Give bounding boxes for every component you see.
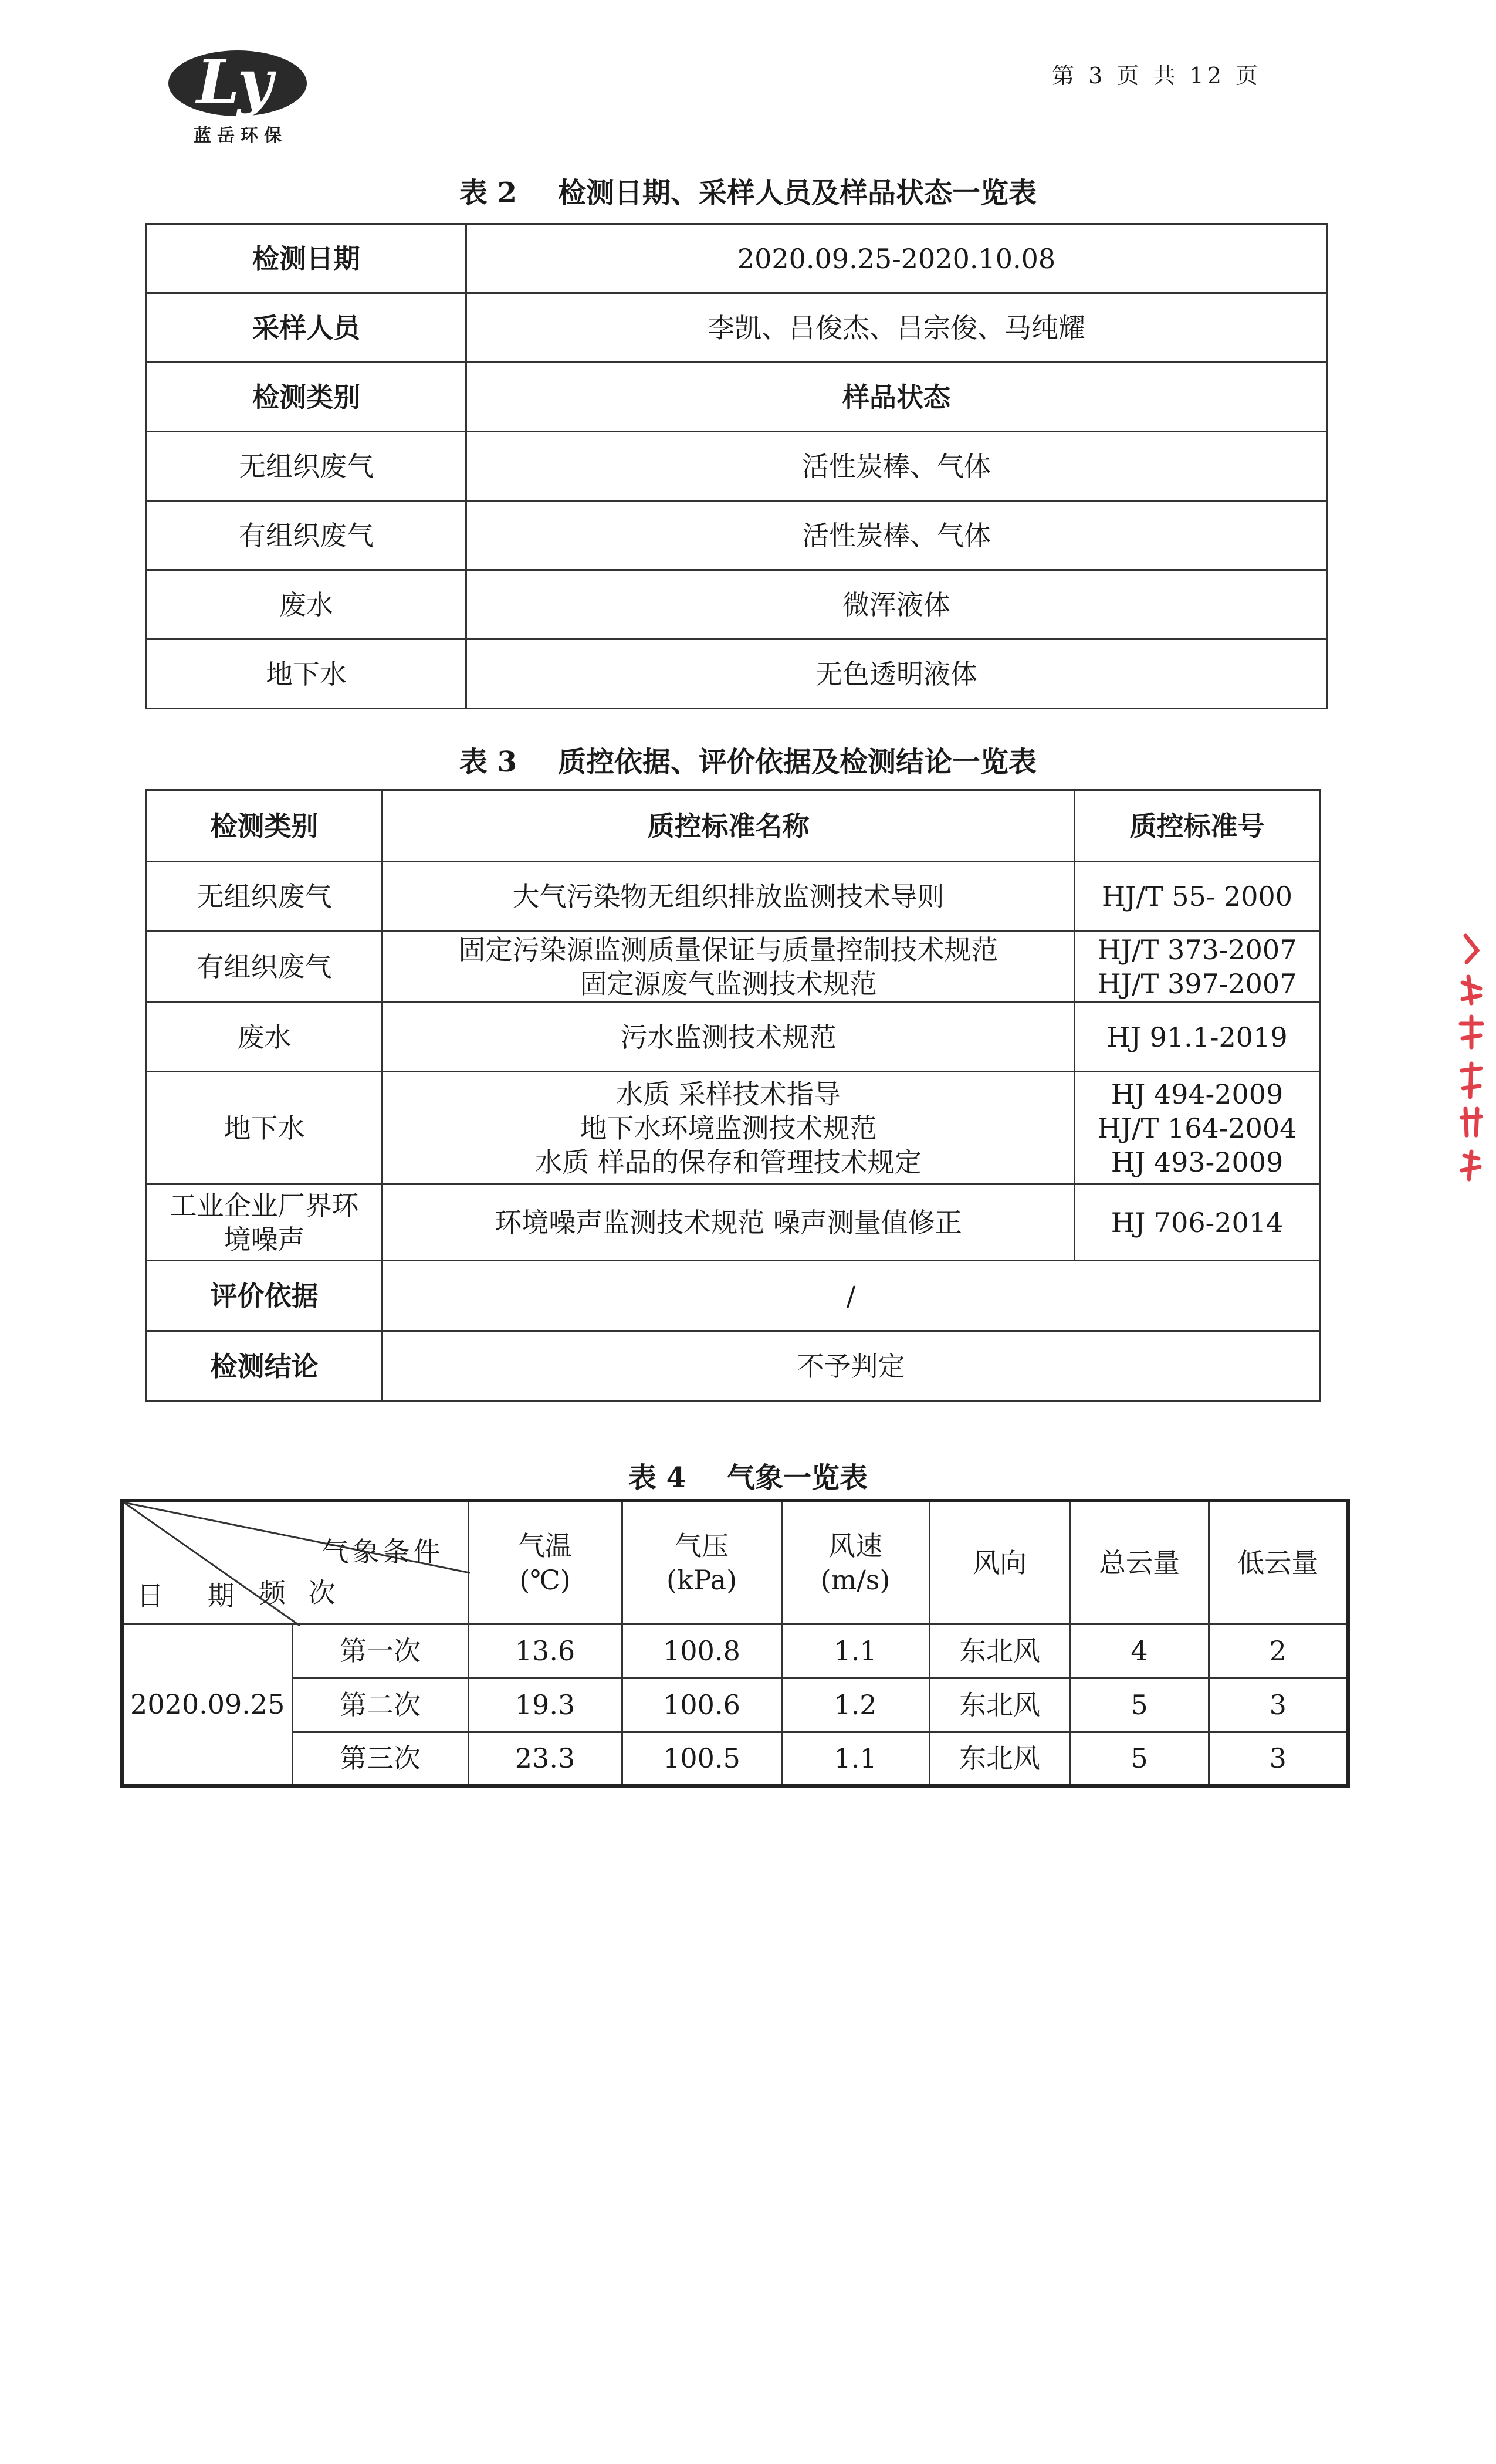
cell-line: HJ 91.1-2019 (1106, 1021, 1288, 1053)
page-number: 第 3 页 共 12 页 (1052, 63, 1261, 89)
table4-wind-dir-cell: 东北风 (929, 1624, 1070, 1678)
table3-standard-name-cell (383, 1003, 1075, 1072)
table3-caption (0, 739, 1496, 780)
table3-category-cell (147, 1184, 383, 1261)
table3-row (147, 1184, 1320, 1261)
table3-row (147, 1003, 1320, 1072)
table3-row (147, 862, 1320, 931)
corner-label-frequency: 频 次 (259, 1577, 343, 1609)
table4-caption-title: 气象一览表 (727, 1461, 868, 1494)
table3-footer-label: 检测结论 (147, 1331, 383, 1402)
table3-footer-value: / (383, 1261, 1320, 1331)
table2-label-cell: 有组织废气 (147, 501, 466, 570)
table4-wind-speed-cell: 1.1 (781, 1732, 929, 1786)
cell-line: 固定污染源监测质量保证与质量控制技术规范 (458, 933, 999, 966)
cell-line: 水质 样品的保存和管理技术规定 (535, 1146, 922, 1178)
table3-header-cell: 质控标准名称 (383, 790, 1075, 862)
table4-date-cell: 2020.09.25 (122, 1624, 292, 1786)
cell-line: 无组织废气 (197, 880, 332, 912)
table2-value-cell: 微浑液体 (466, 570, 1327, 639)
table4-row (122, 1678, 1348, 1732)
table3-standard-code-cell (1075, 1072, 1320, 1184)
table2-value-cell: 无色透明液体 (466, 639, 1327, 709)
cell-line: HJ 706-2014 (1111, 1206, 1284, 1238)
logo-text: 蓝岳环保 (194, 126, 287, 146)
table4-header-cell (781, 1501, 929, 1624)
table4-pressure-cell: 100.6 (622, 1678, 781, 1732)
table2-value-cell: 样品状态 (466, 363, 1327, 432)
table4-wind-speed-cell: 1.2 (781, 1678, 929, 1732)
table2-label-cell: 无组织废气 (147, 432, 466, 501)
cell-line: HJ/T 55- 2000 (1101, 880, 1293, 912)
table3-category-cell (147, 931, 383, 1003)
table3-standard-code-cell (1075, 1184, 1320, 1261)
table3-standard-code-cell (1075, 1003, 1320, 1072)
table4-weather (120, 1499, 1350, 1788)
table3-header-cell: 检测类别 (147, 790, 383, 862)
table3-header-cell: 质控标准号 (1075, 790, 1320, 862)
header-unit: (℃) (519, 1563, 571, 1596)
table4-temp-cell: 13.6 (468, 1624, 622, 1678)
table4-pressure-cell: 100.8 (622, 1624, 781, 1678)
header-unit: (m/s) (820, 1563, 891, 1596)
svg-text:Ly: Ly (197, 47, 273, 118)
table4-caption-number: 表 4 (628, 1461, 686, 1494)
cell-line: HJ 494-2009 (1111, 1078, 1284, 1110)
table4-pressure-cell: 100.5 (622, 1732, 781, 1786)
table4-wind-dir-cell: 东北风 (929, 1678, 1070, 1732)
table4-total-cloud-cell: 4 (1070, 1624, 1209, 1678)
table4-row (122, 1624, 1348, 1678)
cell-line: 大气污染物无组织排放监测技术导则 (512, 880, 945, 912)
cell-line: 工业企业厂界环 (170, 1189, 359, 1221)
header-line: 风速 (828, 1529, 882, 1562)
table2-row (147, 363, 1327, 432)
table2-row (147, 639, 1327, 709)
table3-category-cell (147, 862, 383, 931)
table3-header-row (147, 790, 1320, 862)
table4-freq-cell: 第二次 (292, 1678, 468, 1732)
table2-caption (0, 170, 1496, 211)
table3-standard-name-cell (383, 1072, 1075, 1184)
table2-label-cell: 检测日期 (147, 224, 466, 293)
header-line: 气温 (518, 1529, 572, 1562)
table4-header-cell (1070, 1501, 1209, 1624)
table4-header-cell (1209, 1501, 1348, 1624)
table4-freq-cell: 第三次 (292, 1732, 468, 1786)
table4-wind-speed-cell: 1.1 (781, 1624, 929, 1678)
table2-row (147, 432, 1327, 501)
table3-caption-number: 表 3 (459, 746, 517, 779)
table2-row (147, 293, 1327, 363)
table4-total-cloud-cell: 5 (1070, 1732, 1209, 1786)
table4-header-row (122, 1501, 1348, 1624)
table2-value-cell: 活性炭棒、气体 (466, 432, 1327, 501)
company-logo (164, 47, 311, 147)
table4-low-cloud-cell: 2 (1209, 1624, 1348, 1678)
table3-category-cell (147, 1003, 383, 1072)
header-line: 总云量 (1099, 1546, 1180, 1579)
cell-line: 地下水 (224, 1112, 305, 1144)
table3-caption-title: 质控依据、评价依据及检测结论一览表 (558, 746, 1037, 779)
table3-row (147, 1072, 1320, 1184)
table3-evaluation-row (147, 1261, 1320, 1331)
table2-label-cell: 采样人员 (147, 293, 466, 363)
table2-sampling-info (145, 223, 1328, 709)
table2-label-cell: 废水 (147, 570, 466, 639)
table2-label-cell: 地下水 (147, 639, 466, 709)
table4-low-cloud-cell: 3 (1209, 1732, 1348, 1786)
table4-header-cell (929, 1501, 1070, 1624)
table3-row (147, 931, 1320, 1003)
table4-caption (0, 1455, 1496, 1495)
table2-row (147, 224, 1327, 293)
corner-label-date: 日 期 (137, 1580, 252, 1612)
table4-header-cell (622, 1501, 781, 1624)
corner-label-weather: 气象条件 (321, 1536, 444, 1568)
cell-line: HJ/T 373-2007 (1097, 933, 1297, 966)
table3-standard-name-cell (383, 1184, 1075, 1261)
cell-line: HJ/T 164-2004 (1097, 1112, 1297, 1144)
side-stamp-fragment (1454, 930, 1489, 1188)
cell-line: 固定源废气监测技术规范 (580, 967, 877, 1000)
table3-standard-name-cell (383, 862, 1075, 931)
cell-line: 有组织废气 (197, 950, 332, 983)
cell-line: 废水 (237, 1021, 292, 1053)
table2-value-cell: 活性炭棒、气体 (466, 501, 1327, 570)
table4-diagonal-header (122, 1501, 468, 1624)
table4-header-cell (468, 1501, 622, 1624)
cell-line: 地下水环境监测技术规范 (580, 1112, 877, 1144)
cell-line: 环境噪声监测技术规范 噪声测量值修正 (495, 1206, 962, 1238)
table3-footer-label: 评价依据 (147, 1261, 383, 1331)
table4-temp-cell: 19.3 (468, 1678, 622, 1732)
header-line: 气压 (675, 1529, 729, 1562)
header-line: 风向 (973, 1546, 1027, 1579)
table3-footer-value: 不予判定 (383, 1331, 1320, 1402)
header-unit: (kPa) (666, 1563, 737, 1596)
cell-line: 水质 采样技术指导 (616, 1078, 841, 1110)
table4-temp-cell: 23.3 (468, 1732, 622, 1786)
cell-line: HJ/T 397-2007 (1097, 967, 1297, 1000)
table2-row (147, 501, 1327, 570)
header-line: 低云量 (1237, 1546, 1319, 1579)
table3-standard-name-cell (383, 931, 1075, 1003)
table4-row (122, 1732, 1348, 1786)
table3-standard-code-cell (1075, 862, 1320, 931)
table4-low-cloud-cell: 3 (1209, 1678, 1348, 1732)
table4-freq-cell: 第一次 (292, 1624, 468, 1678)
table2-value-cell: 2020.09.25-2020.10.08 (466, 224, 1327, 293)
table3-conclusion-row (147, 1331, 1320, 1402)
table4-total-cloud-cell: 5 (1070, 1678, 1209, 1732)
table4-wind-dir-cell: 东北风 (929, 1732, 1070, 1786)
cell-line: 污水监测技术规范 (620, 1021, 837, 1053)
cell-line: 境噪声 (224, 1223, 305, 1255)
table2-label-cell: 检测类别 (147, 363, 466, 432)
table2-caption-number: 表 2 (459, 177, 517, 209)
table3-category-cell (147, 1072, 383, 1184)
table2-value-cell: 李凯、吕俊杰、吕宗俊、马纯耀 (466, 293, 1327, 363)
table2-row (147, 570, 1327, 639)
table2-caption-title: 检测日期、采样人员及样品状态一览表 (558, 177, 1037, 209)
cell-line: HJ 493-2009 (1111, 1146, 1284, 1178)
table3-quality-control (145, 789, 1321, 1402)
table3-standard-code-cell (1075, 931, 1320, 1003)
